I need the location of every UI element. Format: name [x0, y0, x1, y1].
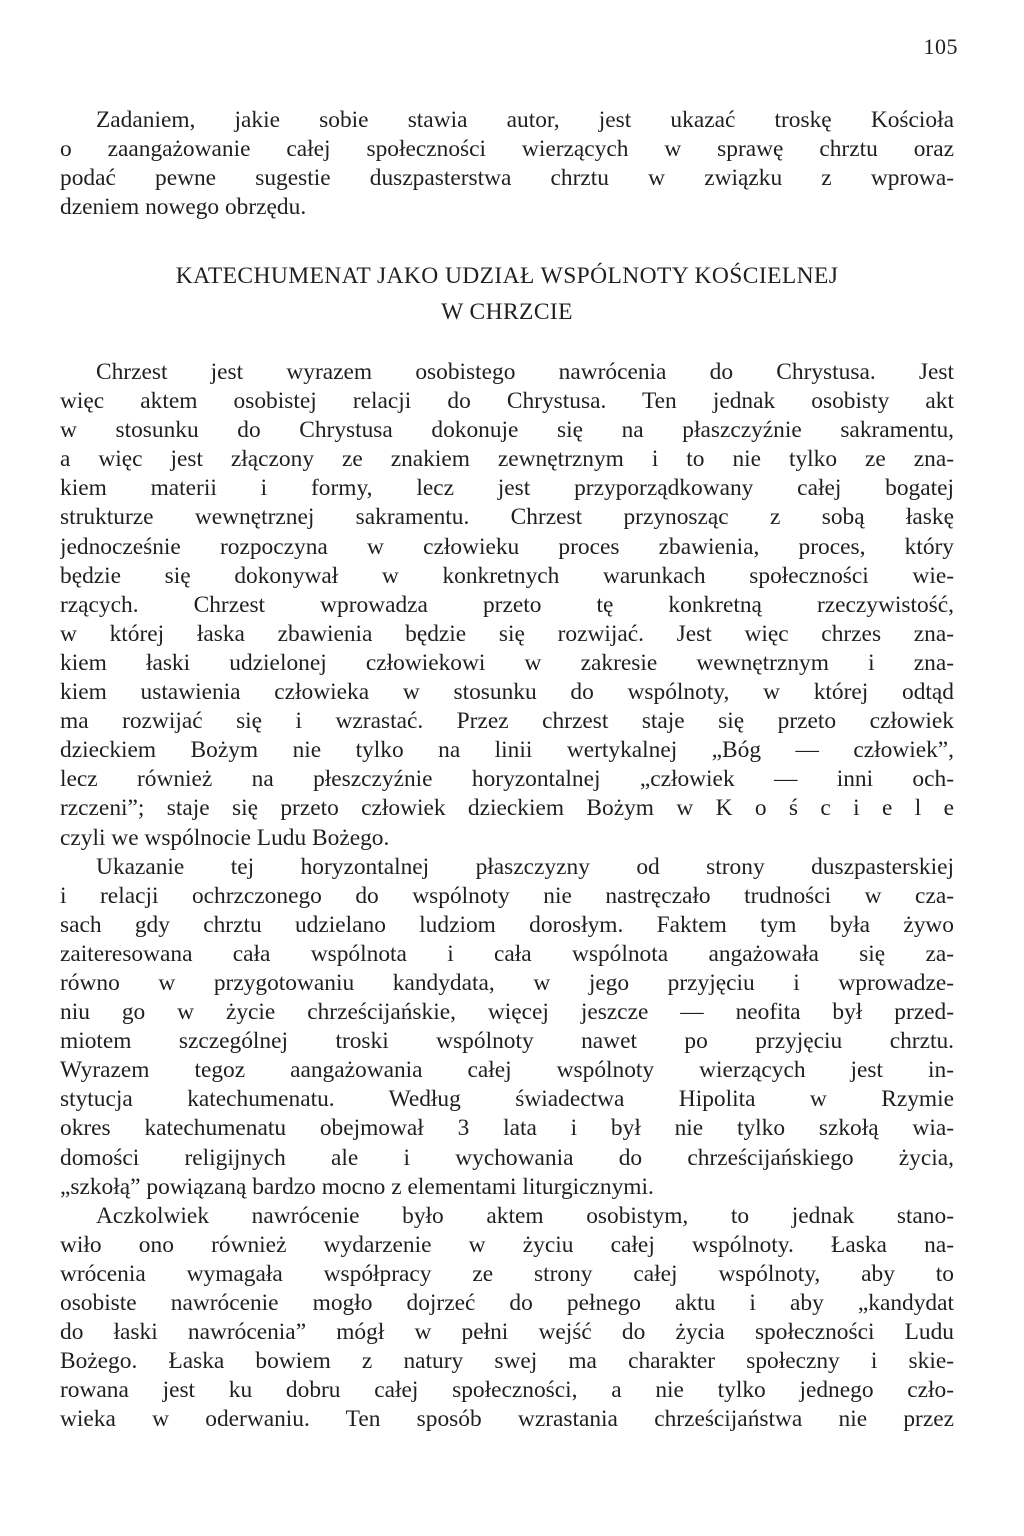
text-line: wrócenia wymagała współpracy ze strony całej wspólnoty, aby to	[60, 1260, 954, 1287]
text-line: w stosunku do Chrystusa dokonuje się na płaszczyźnie sakramentu,	[60, 417, 954, 444]
body-text	[60, 358, 954, 1434]
text-line: kiem łaski udzielonej człowiekowi w zakresie wewnętrznym i zna-	[60, 649, 954, 676]
heading-line-2: W CHRZCIE	[441, 299, 573, 325]
text-line: rzczeni”; staje się przeto człowiek dzieckiem Bożym w K o ś c i e l e	[60, 795, 954, 822]
text-line: wieka w oderwaniu. Ten sposób wzrastania chrześcijaństwa nie przez	[60, 1406, 954, 1433]
text-line: rowana jest ku dobru całej społeczności, a nie tylko jednego czło-	[60, 1377, 954, 1404]
text-line: sach gdy chrztu udzielano ludziom dorosłym. Faktem tym była żywo	[60, 911, 954, 938]
text-line: Wyrazem tegoz aangażowania całej wspólnoty wierzących jest in-	[60, 1057, 954, 1084]
text-line: rzących. Chrzest wprowadza przeto tę konkretną rzeczywistość,	[60, 591, 954, 618]
page-number: 105	[923, 34, 958, 59]
text-line: stytucja katechumenatu. Według świadectwa Hipolita w Rzymie	[60, 1086, 954, 1113]
section-heading	[60, 258, 954, 330]
text-line: Zadaniem, jakie sobie stawia autor, jest ukazać troskę Kościoła	[96, 107, 954, 133]
text-line: Bożego. Łaska bowiem z natury swej ma charakter społeczny i skie-	[60, 1348, 954, 1375]
text-line: Ukazanie tej horyzontalnej płaszczyzny od strony duszpasterskiej	[96, 853, 954, 880]
text-line: Chrzest jest wyrazem osobistego nawrócenia do Chrystusa. Jest	[96, 359, 954, 385]
text-line: dzeniem nowego obrzędu.	[60, 194, 307, 221]
heading-line-1: KATECHUMENAT JAKO UDZIAŁ WSPÓLNOTY KOŚCIELNEJ	[175, 263, 839, 289]
text-line: o zaangażowanie całej społeczności wierzących w sprawę chrztu oraz	[60, 136, 954, 163]
text-line: ma rozwijać się i wzrastać. Przez chrzest staje się przeto człowiek	[60, 708, 954, 735]
text-line: wiło ono również wydarzenie w życiu całej wspólnoty. Łaska na-	[60, 1231, 954, 1258]
text-line: dzieckiem Bożym nie tylko na linii wertykalnej „Bóg — człowiek”,	[60, 737, 954, 764]
text-line: niu go w życie chrześcijańskie, więcej jeszcze — neofita był przed-	[60, 999, 954, 1026]
text-line: więc aktem osobistej relacji do Chrystusa. Ten jednak osobisty akt	[60, 388, 954, 415]
text-line: okres katechumenatu obejmował 3 lata i był nie tylko szkołą wia-	[60, 1115, 954, 1142]
text-line: lecz również na płeszczyźnie horyzontalnej „człowiek — inni och-	[60, 766, 954, 793]
text-line: osobiste nawrócenie mogło dojrzeć do pełnego aktu i aby „kandydat	[60, 1290, 954, 1316]
intro-paragraph	[60, 106, 954, 222]
text-line: Aczkolwiek nawrócenie było aktem osobistym, to jednak stano-	[96, 1202, 954, 1229]
text-line: domości religijnych ale i wychowania do chrześcijańskiego życia,	[60, 1144, 954, 1171]
text-line: równo w przygotowaniu kandydata, w jego przyjęciu i wprowadze-	[60, 969, 954, 996]
text-line: „szkołą” powiązaną bardzo mocno z elementami liturgicznymi.	[60, 1173, 654, 1200]
text-line: będzie się dokonywał w konkretnych warunkach społeczności wie-	[60, 562, 954, 589]
text-line: kiem ustawienia człowieka w stosunku do wspólnoty, w której odtąd	[60, 679, 954, 706]
text-line: strukturze wewnętrznej sakramentu. Chrzest przynosząc z sobą łaskę	[60, 504, 954, 531]
text-line: a więc jest złączony ze znakiem zewnętrznym i to nie tylko ze zna-	[60, 446, 954, 473]
text-line: miotem szczególnej troski wspólnoty nawet po przyjęciu chrztu.	[60, 1028, 954, 1055]
text-line: kiem materii i formy, lecz jest przyporządkowany całej bogatej	[60, 475, 954, 502]
text-line: podać pewne sugestie duszpasterstwa chrztu w związku z wprowa-	[60, 165, 954, 192]
text-line: i relacji ochrzczonego do wspólnoty nie nastręczało trudności w cza-	[60, 882, 954, 909]
text-line: jednocześnie rozpoczyna w człowieku proces zbawienia, proces, który	[60, 533, 954, 560]
text-line: w której łaska zbawienia będzie się rozwijać. Jest więc chrzes zna-	[60, 620, 954, 647]
text-line: czyli we wspólnocie Ludu Bożego.	[60, 824, 390, 851]
text-line: zaiteresowana cała wspólnota i cała wspólnota angażowała się za-	[60, 940, 954, 967]
text-line: do łaski nawrócenia” mógł w pełni wejść do życia społeczności Ludu	[60, 1319, 954, 1346]
